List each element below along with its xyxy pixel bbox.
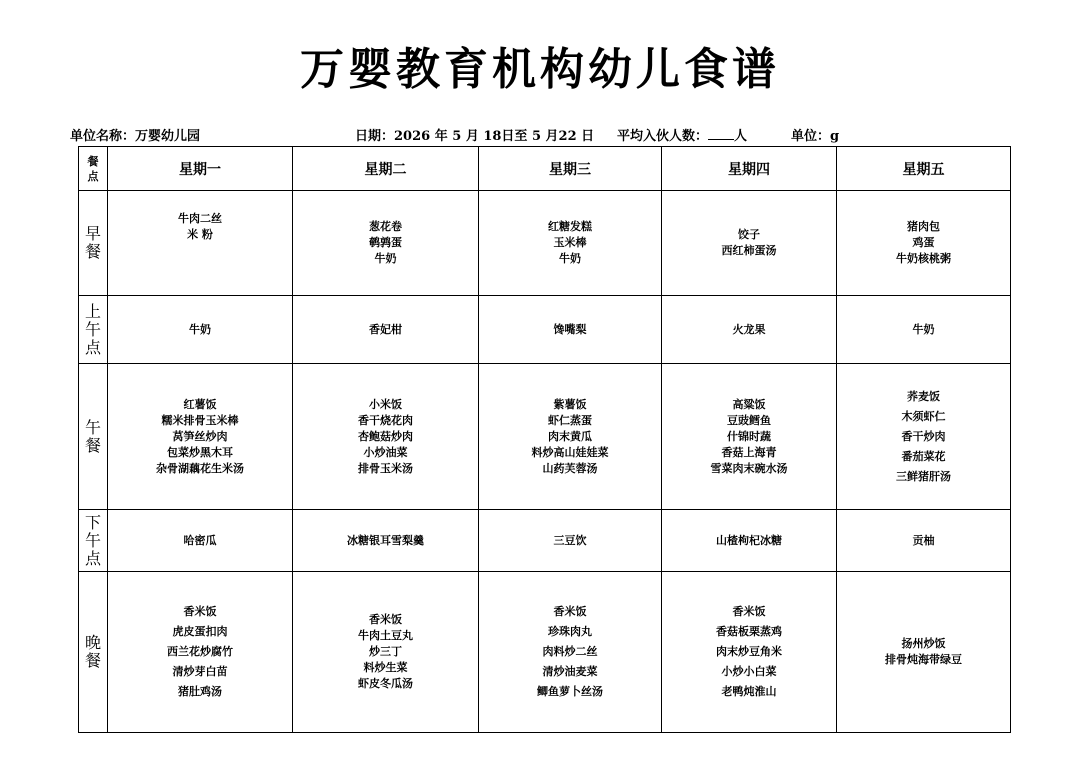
meal-label-char: 早 xyxy=(84,224,101,243)
dish-item: 肉料炒二丝 xyxy=(542,645,598,658)
dish-item: 莴笋丝炒肉 xyxy=(172,429,228,443)
day-header: 星期三 xyxy=(479,147,662,191)
average-unit: 人 xyxy=(734,129,748,144)
header-row xyxy=(79,147,1011,191)
dish-item: 糯米排骨玉米棒 xyxy=(161,413,239,427)
dish-item: 排骨玉米汤 xyxy=(358,461,413,475)
dish-item: 三豆饮 xyxy=(553,533,587,547)
weight-unit: 单位：g xyxy=(791,129,840,144)
menu-cell xyxy=(479,510,662,572)
dish-item: 荞麦饭 xyxy=(907,389,940,403)
dish-item: 雪菜肉末碗水汤 xyxy=(710,461,788,475)
meal-row xyxy=(79,510,1011,572)
dish-item: 牛奶 xyxy=(912,322,935,336)
menu-cell xyxy=(837,364,1011,510)
day-header: 星期五 xyxy=(837,147,1011,191)
dish-item: 鲫鱼萝卜丝汤 xyxy=(537,685,603,698)
menu-cell xyxy=(837,296,1011,364)
day-header: 星期四 xyxy=(662,147,837,191)
corner-char: 点 xyxy=(87,169,99,183)
meal-label xyxy=(79,364,108,510)
menu-cell xyxy=(837,510,1011,572)
dish-item: 山药芙蓉汤 xyxy=(542,461,598,475)
dish-item: 鸡蛋 xyxy=(912,236,935,249)
date-range xyxy=(355,125,594,144)
dish-item: 清炒油麦菜 xyxy=(542,665,598,678)
dish-item: 冰糖银耳雪梨羹 xyxy=(347,533,424,547)
menu-cell xyxy=(108,296,293,364)
day-header: 星期一 xyxy=(108,147,293,191)
headcount-blank xyxy=(708,128,734,140)
page-title: 万婴教育机构幼儿食谱 xyxy=(300,44,780,95)
dish-item: 红糖发糕 xyxy=(548,220,592,233)
menu-cell xyxy=(479,572,662,733)
dish-item: 猪肉包 xyxy=(907,220,940,233)
dish-item: 小炒小白菜 xyxy=(721,665,777,678)
dish-item: 西兰花炒腐竹 xyxy=(167,645,233,658)
meal-label xyxy=(79,296,108,364)
menu-cell xyxy=(293,572,479,733)
corner-char: 餐 xyxy=(87,154,99,168)
dish-item: 牛奶 xyxy=(189,322,211,336)
meal-row xyxy=(79,191,1011,296)
dish-item: 虾皮冬瓜汤 xyxy=(358,677,413,690)
dish-item: 猪肚鸡汤 xyxy=(178,685,222,698)
dish-item: 香妃柑 xyxy=(369,322,402,336)
dish-item: 鹌鹑蛋 xyxy=(369,236,402,249)
menu-cell xyxy=(293,364,479,510)
menu-cell xyxy=(479,296,662,364)
dish-item: 肉末黄瓜 xyxy=(548,429,592,443)
dish-item: 火龙果 xyxy=(732,322,766,336)
average-headcount xyxy=(617,125,747,144)
meal-row xyxy=(79,572,1011,733)
dish-item: 肉末炒豆角米 xyxy=(716,645,782,658)
menu-cell xyxy=(662,364,837,510)
menu-cell xyxy=(662,296,837,364)
dish-item: 牛肉土豆丸 xyxy=(358,629,413,642)
meal-label-char: 点 xyxy=(84,548,101,568)
dish-item: 红薯饭 xyxy=(183,397,217,411)
dish-item: 料炒高山娃娃菜 xyxy=(531,445,609,459)
menu-cell xyxy=(837,191,1011,296)
meal-label-char: 午 xyxy=(84,417,101,437)
dish-item: 贡柚 xyxy=(912,533,935,547)
dish-item: 三鲜猪肝汤 xyxy=(896,469,951,483)
dish-item: 老鸭炖淮山 xyxy=(721,685,777,698)
menu-cell xyxy=(293,296,479,364)
meal-label xyxy=(79,191,108,296)
dish-item: 高粱饭 xyxy=(732,397,766,411)
dish-item: 香米饭 xyxy=(553,605,587,618)
dish-item: 排骨炖海带绿豆 xyxy=(885,653,962,666)
menu-cell xyxy=(662,191,837,296)
meal-label-char: 餐 xyxy=(84,651,101,670)
meal-column-header xyxy=(79,147,108,191)
menu-cell xyxy=(293,510,479,572)
dish-item: 西红柿蛋汤 xyxy=(721,244,777,257)
dish-item: 虾仁蒸蛋 xyxy=(548,413,592,427)
dish-item: 香干烧花肉 xyxy=(358,413,413,427)
dish-item: 牛奶 xyxy=(559,252,581,265)
dish-item: 包菜炒黑木耳 xyxy=(167,445,233,459)
meal-label-char: 餐 xyxy=(84,435,101,455)
day-header: 星期二 xyxy=(293,147,479,191)
dish-item: 牛肉二丝 xyxy=(178,212,222,225)
menu-cell xyxy=(479,364,662,510)
meal-row xyxy=(79,364,1011,510)
menu-table xyxy=(78,146,1011,733)
dish-item: 番茄菜花 xyxy=(901,449,946,463)
meal-label xyxy=(79,510,108,572)
dish-item: 清炒芽白苗 xyxy=(172,665,228,678)
dish-item: 饺子 xyxy=(738,228,760,241)
dish-item: 扬州炒饭 xyxy=(901,637,946,650)
dish-item: 香米饭 xyxy=(183,605,217,618)
meal-label-char: 午 xyxy=(84,530,101,550)
dish-item: 馋嘴梨 xyxy=(553,322,587,336)
meal-label-char: 餐 xyxy=(84,242,101,261)
menu-cell xyxy=(837,572,1011,733)
meal-label-char: 午 xyxy=(84,319,101,339)
dish-item: 炒三丁 xyxy=(369,645,402,658)
dish-item: 什锦时蔬 xyxy=(727,429,771,443)
dish-item: 料炒生菜 xyxy=(363,661,408,674)
dish-item: 玉米棒 xyxy=(553,236,587,249)
dish-item: 虎皮蛋扣肉 xyxy=(172,625,228,638)
dish-item: 香菇上海青 xyxy=(721,445,777,459)
dish-item: 木须虾仁 xyxy=(901,409,946,423)
dish-item: 葱花卷 xyxy=(369,220,402,233)
menu-cell xyxy=(108,572,293,733)
menu-cell xyxy=(662,510,837,572)
dish-item: 杏鲍菇炒肉 xyxy=(358,429,413,443)
dish-item: 杂骨湖藕花生米汤 xyxy=(156,461,244,475)
meal-label-char: 晚 xyxy=(84,633,101,652)
dish-item: 牛奶 xyxy=(374,252,397,265)
dish-item: 香干炒肉 xyxy=(901,429,946,443)
date-value: 2026 年 5 月 18日至 5 月22 日 xyxy=(394,129,595,144)
menu-cell xyxy=(479,191,662,296)
meal-label-char: 点 xyxy=(84,337,101,357)
dish-item: 香米饭 xyxy=(732,605,766,618)
average-label: 平均入伙人数： xyxy=(617,129,709,144)
unit-name: 单位名称：万婴幼儿园 xyxy=(70,129,201,144)
dish-item: 米 粉 xyxy=(187,228,213,241)
date-label: 日期： xyxy=(355,129,395,144)
meal-label-char: 上 xyxy=(84,301,101,321)
menu-cell xyxy=(108,510,293,572)
menu-cell xyxy=(108,364,293,510)
meal-row xyxy=(79,296,1011,364)
menu-cell xyxy=(108,191,293,296)
dish-item: 豆豉鳕鱼 xyxy=(727,413,771,427)
menu-cell xyxy=(293,191,479,296)
menu-cell xyxy=(662,572,837,733)
dish-item: 山楂枸杞冰糖 xyxy=(716,533,782,547)
meal-label-char: 下 xyxy=(84,512,101,532)
dish-item: 珍珠肉丸 xyxy=(548,625,592,638)
meal-label xyxy=(79,572,108,733)
dish-item: 牛奶核桃粥 xyxy=(896,252,951,265)
dish-item: 小炒油菜 xyxy=(363,445,408,459)
dish-item: 小米饭 xyxy=(369,397,402,411)
dish-item: 哈密瓜 xyxy=(183,533,217,547)
dish-item: 紫薯饭 xyxy=(553,397,587,411)
dish-item: 香菇板栗蒸鸡 xyxy=(716,625,782,638)
dish-item: 香米饭 xyxy=(369,613,402,626)
